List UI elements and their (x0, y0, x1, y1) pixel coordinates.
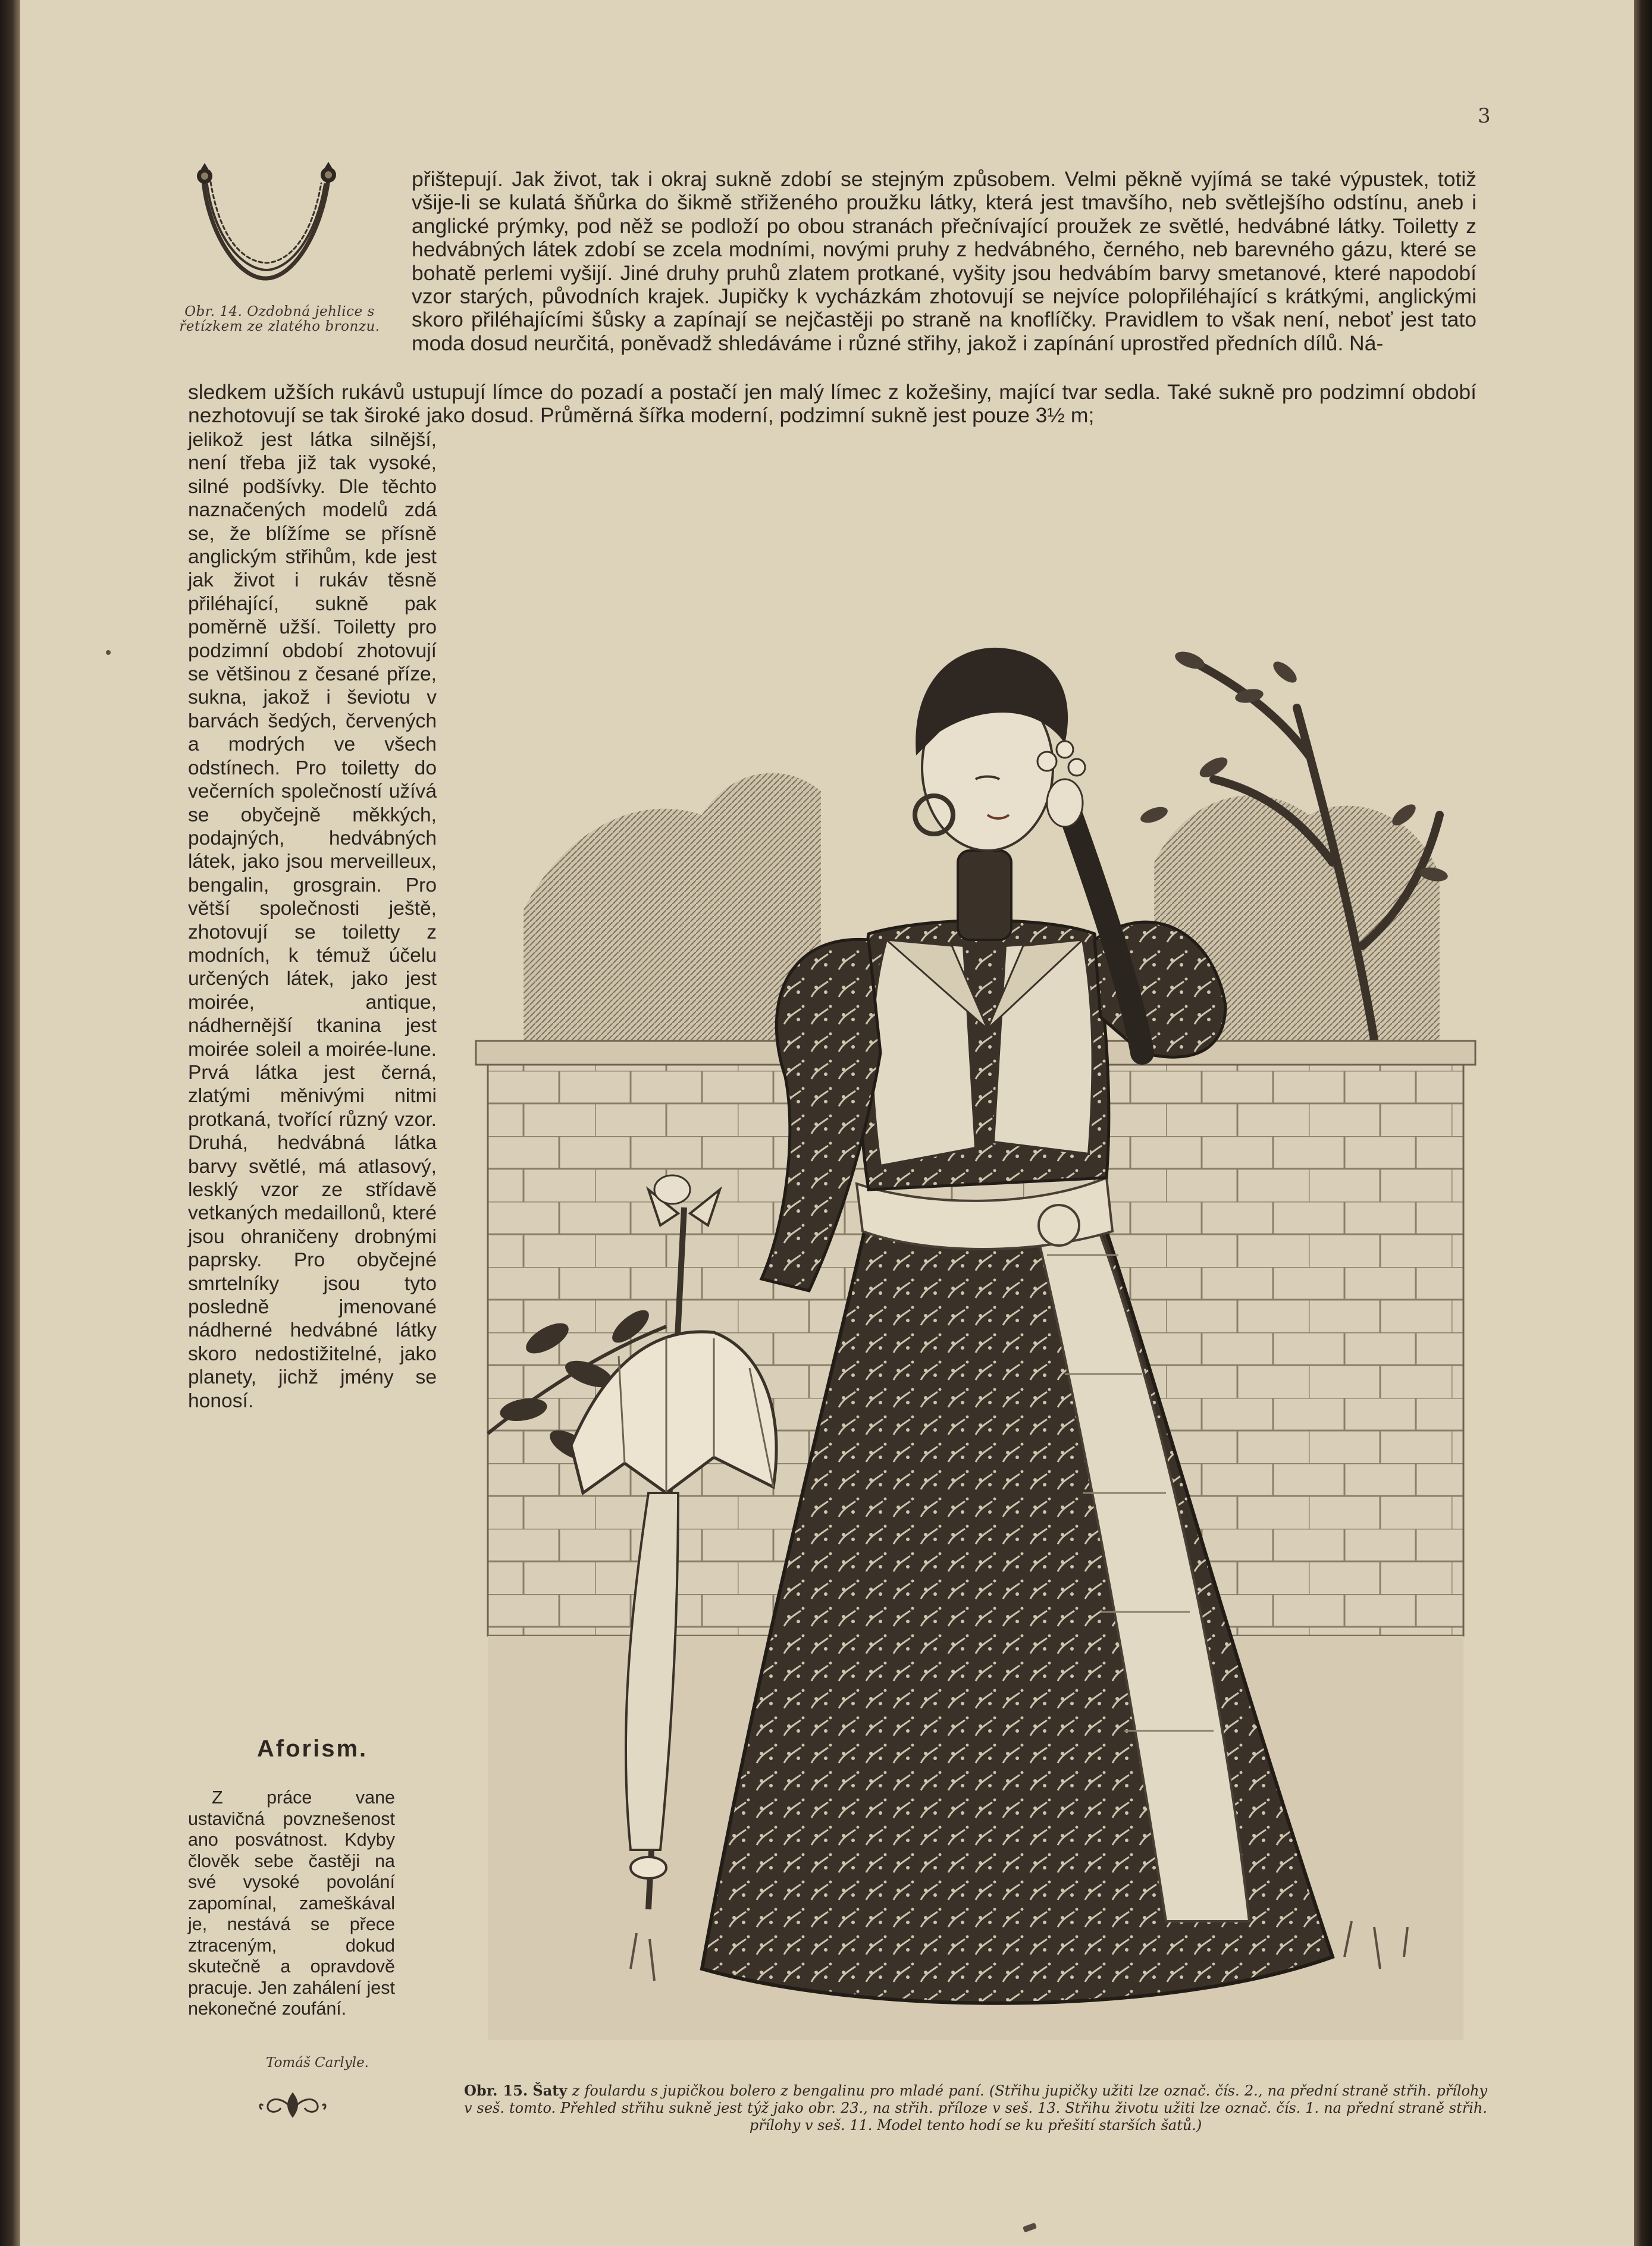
aforism-heading: Aforism. (256, 1736, 368, 1762)
page-edge-left (0, 0, 20, 2246)
figure-15-caption (464, 2082, 1487, 2134)
fleuron-ornament (257, 2090, 328, 2120)
caption-description: z foulardu s jupičkou bolero z bengalinu pro mladé paní. (Střihu jupičky užiti lze označ. čís. 2., na přední straně střih. přílohy v seš. tomto. Přehled střihu sukně jest týž jako obr. 23., na střih. příloze v seš. 13. Střihu životu užiti lze označ. čís. 1. na přední straně střih. přílohy v seš. 11. Model tento hodí se ku přešití starších šatů.) (464, 2082, 1487, 2134)
aforism-author: Tomáš Carlyle. (266, 2055, 369, 2071)
caption-label: Obr. 15. (464, 2082, 528, 2099)
page-edge-right (1634, 0, 1652, 2246)
figure-14-caption: Obr. 14. Ozdobná jehlice s řetízkem ze zlatého bronzu. (179, 304, 380, 334)
article-text-column: jelikož jest látka silnější, není třeba již tak vysoké, silné podšívky. Dle těchto naznačených modelů zdá se, že blížíme se přísně anglickým střihům, kde jest jak život i rukáv těsně přiléhající, sukně pak poměrně užší. Toiletty pro podzimní období zhotovují se většinou z česané příze, sukna, jakož i ševiotu v barvách šedých, červených a modrých ve všech odstínech. Pro toiletty do večerních společností užívá se obyčejně měkkých, podajných, hedvábných látek, jako jsou merveilleux, bengalin, grosgrain. Pro větší společnosti ještě, zhotovují se toiletty z modních, k témuž účelu určených látek, jako jest moirée, antique, nádhernější tkanina jest moirée soleil a moirée-lune. Prvá látka jest černá, zlatými měnivými nitmi protkaná, tvořící různý vzor. Druhá, hedvábná látka barvy světlé, má atlasový, lesklý vzor ze střídavě vetkaných medaillonů, které jsou ohraničeny drobnými paprsky. Pro obyčejné smrtelníky jsou tyto posledně jmenované nádherné hedvábné látky skoro nedostižitelné, jako planety, jichž jmény se honosí. (188, 429, 437, 1412)
ink-spot (106, 650, 111, 655)
aforism-text: Z práce vane ustavičná povznešenost ano posvátnost. Kdyby člověk sebe častěji na své vysoké povolání zapomínal, zameškával je, nestává se přece ztraceným, dokud skutečně a opravdově pracuje. Jen zahálení jest nekonečné zoufání. (188, 1787, 395, 2019)
dress-illustration (452, 482, 1487, 2076)
article-text-top: přištepují. Jak život, tak i okraj sukně zdobí se stejným způsobem. Velmi pěkně vyjímá se také výpustek, totiž všije-li se kulatá šňůrka do šikmě střiženého proužku látky, která jest tmavšího, neb světlejšího odstínu, aneb i anglické prýmky, pod něž se podloží po obou stranách přečnívající proužek ze světlé, hedvábné látky. Toiletty z hedvábných látek zdobí se zcela modními, novými pruhy z hedvábného, černého, neb barevného gázu, které se bohatě perlemi vyšijí. Jiné druhy pruhů zlatem protkané, vyšity jsou hedvábím barvy smetanové, které napodobí vzor starých, původních krajek. Jupičky k vycházkám zhotovují se nejvíce polopřiléhající s krátkými, anglickými skoro přiléhajícími šůsky a zapínají se nejčastěji po straně na knoflíčky. Pravidlem to však není, neboť jest tato moda dosud neurčitá, poněvadž shledáváme i různé střihy, jakož i zapínání uprostřed předních dílů. Ná- (412, 167, 1477, 355)
caption-title: Šaty (532, 2082, 568, 2099)
article-text-wide: sledkem užších rukávů ustupují límce do pozadí a postačí jen malý límec z kožešiny, mající tvar sedla. Také sukně pro podzimní období nezhotovují se tak široké jako dosud. Průměrná šířka moderní, podzimní sukně jest pouze 3½ m; (188, 380, 1477, 428)
page-number: 3 (1478, 104, 1491, 128)
